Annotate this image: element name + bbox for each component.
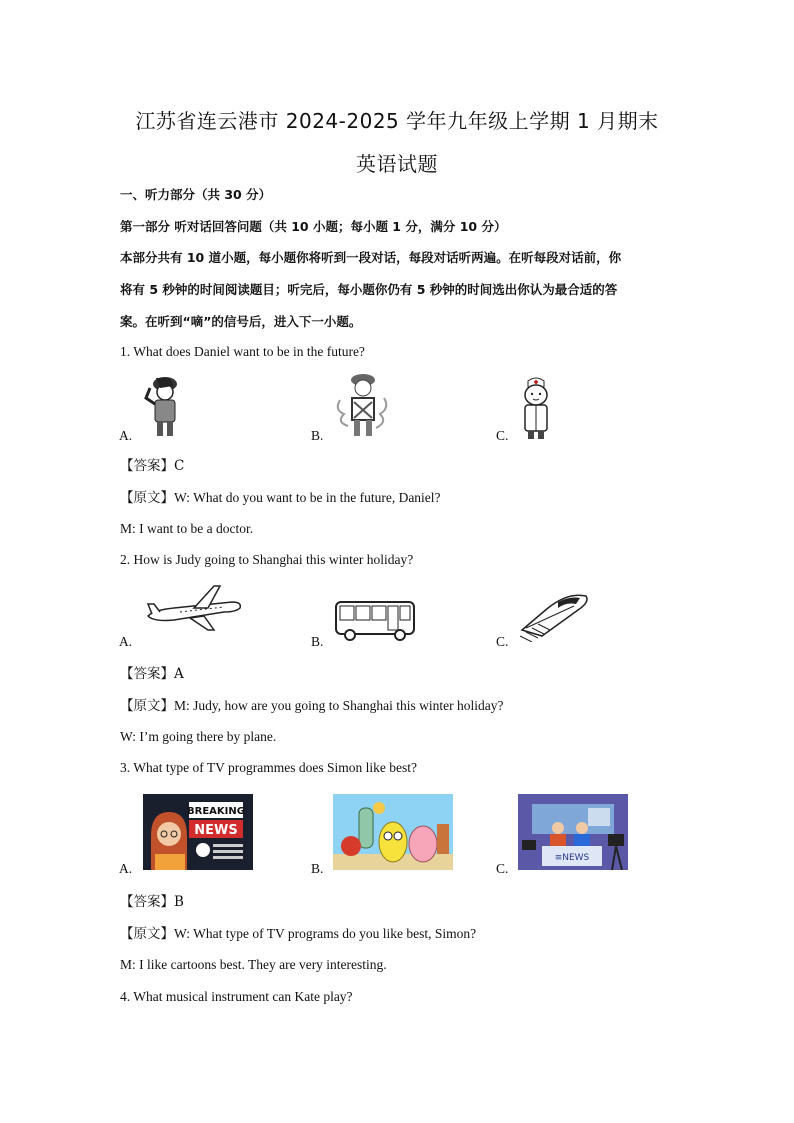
part-heading: 第一部分 听对话回答问题（共 10 小题；每小题 1 分，满分 10 分） [120, 219, 507, 234]
q3-option-c[interactable]: C. [496, 861, 509, 876]
q3-option-a[interactable]: A. [119, 861, 133, 876]
instructions-line3: 案。在听到“嘀”的信号后，进入下一小题。 [120, 314, 362, 329]
q1-option-a[interactable]: A. [119, 428, 133, 443]
breaking-label: BREAKING [187, 806, 245, 817]
news-studio-image [518, 794, 628, 870]
studio-news-label: ≡NEWS [554, 853, 590, 863]
q2-option-b[interactable]: B. [311, 634, 324, 649]
soldier-saluting-image [140, 372, 190, 440]
q2-option-c[interactable]: C. [496, 634, 509, 649]
doctor-image [516, 375, 556, 441]
section-heading: 一、听力部分（共 30 分） [120, 187, 272, 202]
question-1-stem: 1. What does Daniel want to be in the future? [120, 344, 365, 359]
plane-image [144, 582, 244, 632]
q2-script-line1: 【原文】M: Judy, how are you going to Shanghai this winter holiday? [120, 698, 504, 713]
q2-option-a[interactable]: A. [119, 634, 133, 649]
news-label: NEWS [194, 823, 238, 838]
bus-image [334, 598, 416, 642]
q2-script-line2: W: I’m going there by plane. [120, 729, 277, 744]
question-3-stem: 3. What type of TV programmes does Simon like best? [120, 760, 417, 775]
exam-title-line1: 江苏省连云港市 2024-2025 学年九年级上学期 1 月期末 [135, 109, 659, 133]
instructions-line1: 本部分共有 10 道小题，每小题你将听到一段对话，每段对话听两遍。在听每段对话前，你 [120, 250, 622, 265]
cartoon-image [333, 794, 453, 870]
question-2-stem: 2. How is Judy going to Shanghai this winter holiday? [120, 552, 414, 567]
q1-script-line2: M: I want to be a doctor. [120, 521, 254, 536]
q2-answer: 【答案】A [120, 666, 184, 682]
question-4-stem: 4. What musical instrument can Kate play? [120, 989, 353, 1004]
instructions-line2: 将有 5 秒钟的时间阅读题目；听完后，每小题你仍有 5 秒钟的时间选出你认为最合适的答 [120, 282, 618, 297]
q3-script-line2: M: I like cartoons best. They are very interesting. [120, 957, 387, 972]
q3-option-b[interactable]: B. [311, 861, 324, 876]
q1-option-b[interactable]: B. [311, 428, 324, 443]
q1-answer: 【答案】C [120, 458, 185, 474]
q1-option-c[interactable]: C. [496, 428, 509, 443]
breaking-news-image [143, 794, 253, 870]
q3-script-line1: 【原文】W: What type of TV programs do you like best, Simon? [120, 926, 477, 941]
policeman-sketch-image [330, 370, 394, 440]
high-speed-train-image [518, 584, 590, 642]
q3-answer: 【答案】B [120, 894, 184, 910]
exam-title-line2: 英语试题 [356, 152, 438, 176]
q1-script-line1: 【原文】W: What do you want to be in the future, Daniel? [120, 490, 441, 505]
